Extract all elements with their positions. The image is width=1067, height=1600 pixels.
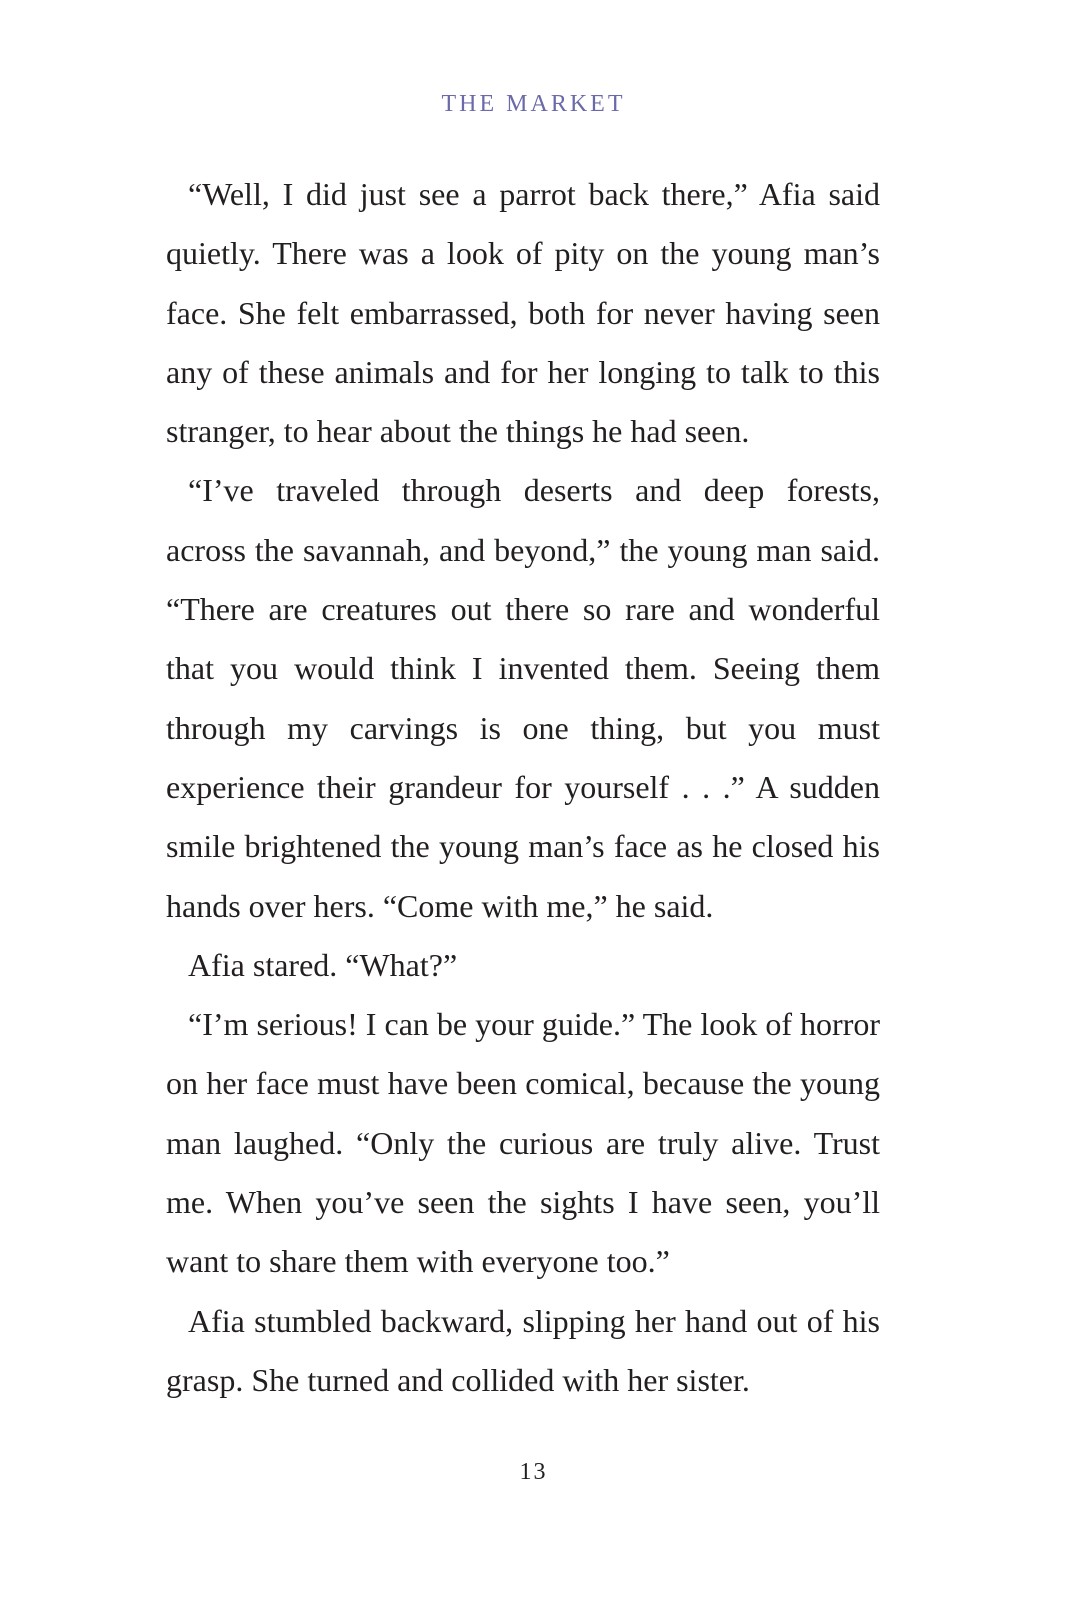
paragraph: Afia stared. “What?” xyxy=(188,946,458,983)
paragraph: “I’m serious! I can be your guide.” The look of horror on her face must have been comical, because the young man laughed. “Only the curious are truly alive. Trust me. When you’ve seen the sights I have seen, you’ll want to share them with everyone too.” xyxy=(166,1006,880,1280)
paragraph: “I’ve traveled through deserts and deep forests, across the savannah, and beyond,” the young man said. “There are creatures out there so rare and wonderful that you would think I invented them. Seeing them through my carvings is one thing, but you must experience their grandeur for yourself . . .” A sudden smile brightened the young man’s face as he closed his hands over hers. “Come with me,” he said. xyxy=(166,472,880,924)
paragraph: Afia stumbled backward, slipping her hand out of his grasp. She turned and collided with her sister. xyxy=(166,1302,880,1398)
paragraph: “Well, I did just see a parrot back there,” Afia said quietly. There was a look of pity on the young man’s face. She felt embarrassed, both for never having seen any of these animals and for her longing to talk to this stranger, to hear about the things he had seen. xyxy=(166,176,880,450)
body-text xyxy=(166,165,880,1410)
running-head: THE MARKET xyxy=(441,91,626,117)
page-number: 13 xyxy=(519,1459,548,1485)
